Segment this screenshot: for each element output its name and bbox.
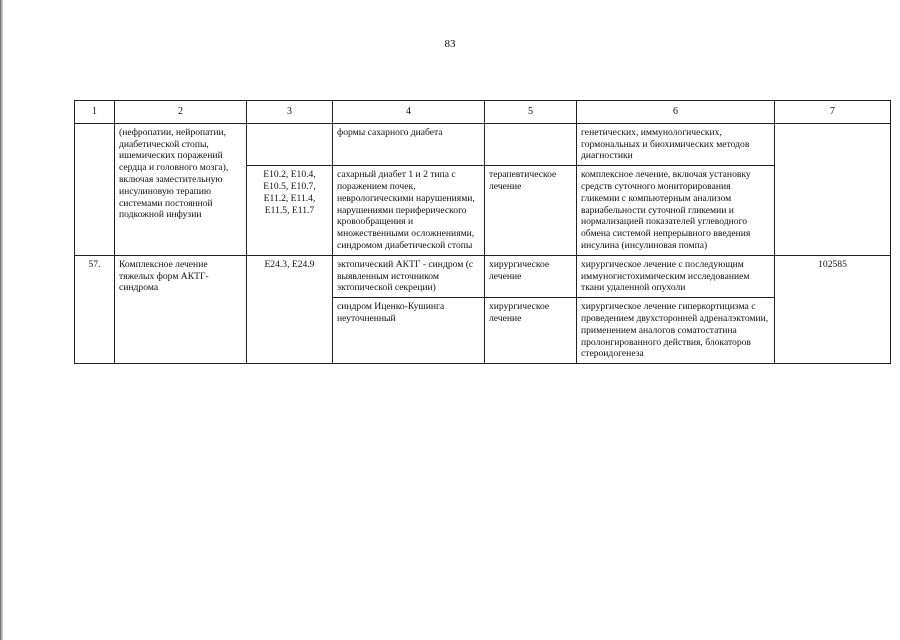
- treatment-type-cell: терапевтическое лечение: [485, 166, 577, 256]
- model-cell: эктопический АКТГ - синдром (с выявленным источником эктопической секреции): [333, 255, 485, 297]
- model-cell: сахарный диабет 1 и 2 типа с поражением почек, неврологическими нарушениями, нарушениями периферического кровообращения и множественными осложнениями, синдромом диабетической стопы: [333, 166, 485, 256]
- header-col-2: 2: [115, 101, 247, 124]
- table-row: [75, 255, 891, 297]
- item-name-cell: Комплексное лечение тяжелых форм АКТГ-синдрома: [115, 255, 247, 363]
- table-row: [75, 123, 891, 165]
- medical-care-table: [74, 100, 891, 364]
- header-col-1: 1: [75, 101, 115, 124]
- method-cell: хирургическое лечение гиперкортицизма с проведением двухсторонней адреналэктомии, применением аналогов соматостатина пролонгированного действия, блокаторов стероидогенеза: [577, 298, 775, 364]
- item-number-cell: 57.: [75, 255, 115, 363]
- cont-price-cell: [775, 123, 891, 255]
- header-col-4: 4: [333, 101, 485, 124]
- cont-name-cell: (нефропатии, нейропатии, диабетической стопы, ишемических поражений сердца и головного мозга), включая заместительную инсулиновую терапию системами постоянной подкожной инфузии: [115, 123, 247, 255]
- scan-edge: [0, 0, 3, 640]
- page-number: 83: [444, 38, 456, 50]
- header-col-6: 6: [577, 101, 775, 124]
- header-row: [75, 101, 891, 124]
- header-col-3: 3: [247, 101, 333, 124]
- cont-number-cell: [75, 123, 115, 255]
- header-col-7: 7: [775, 101, 891, 124]
- cont-method-cell: генетических, иммунологических, гормональных и биохимических методов диагностики: [577, 123, 775, 165]
- cont-codes-cell: [247, 123, 333, 165]
- cont-type-cell: [485, 123, 577, 165]
- price-cell: 102585: [775, 255, 891, 363]
- treatment-type-cell: хирургическое лечение: [485, 298, 577, 364]
- cont-model-cell: формы сахарного диабета: [333, 123, 485, 165]
- method-cell: комплексное лечение, включая установку средств суточного мониторирования гликемии с компьютерным анализом вариабельности суточной гликемии и нормализацией показателей углеводного обмена системой непрерывного введения инсулина (инсулиновая помпа): [577, 166, 775, 256]
- item-codes-cell: E24.3, E24.9: [247, 255, 333, 363]
- method-cell: хирургическое лечение с последующим иммуногистохимическим исследованием ткани удаленной опухоли: [577, 255, 775, 297]
- header-col-5: 5: [485, 101, 577, 124]
- codes-cell: E10.2, E10.4, E10.5, E10.7, E11.2, E11.4, E11.5, E11.7: [247, 166, 333, 256]
- model-cell: синдром Иценко-Кушинга неуточненный: [333, 298, 485, 364]
- treatment-type-cell: хирургическое лечение: [485, 255, 577, 297]
